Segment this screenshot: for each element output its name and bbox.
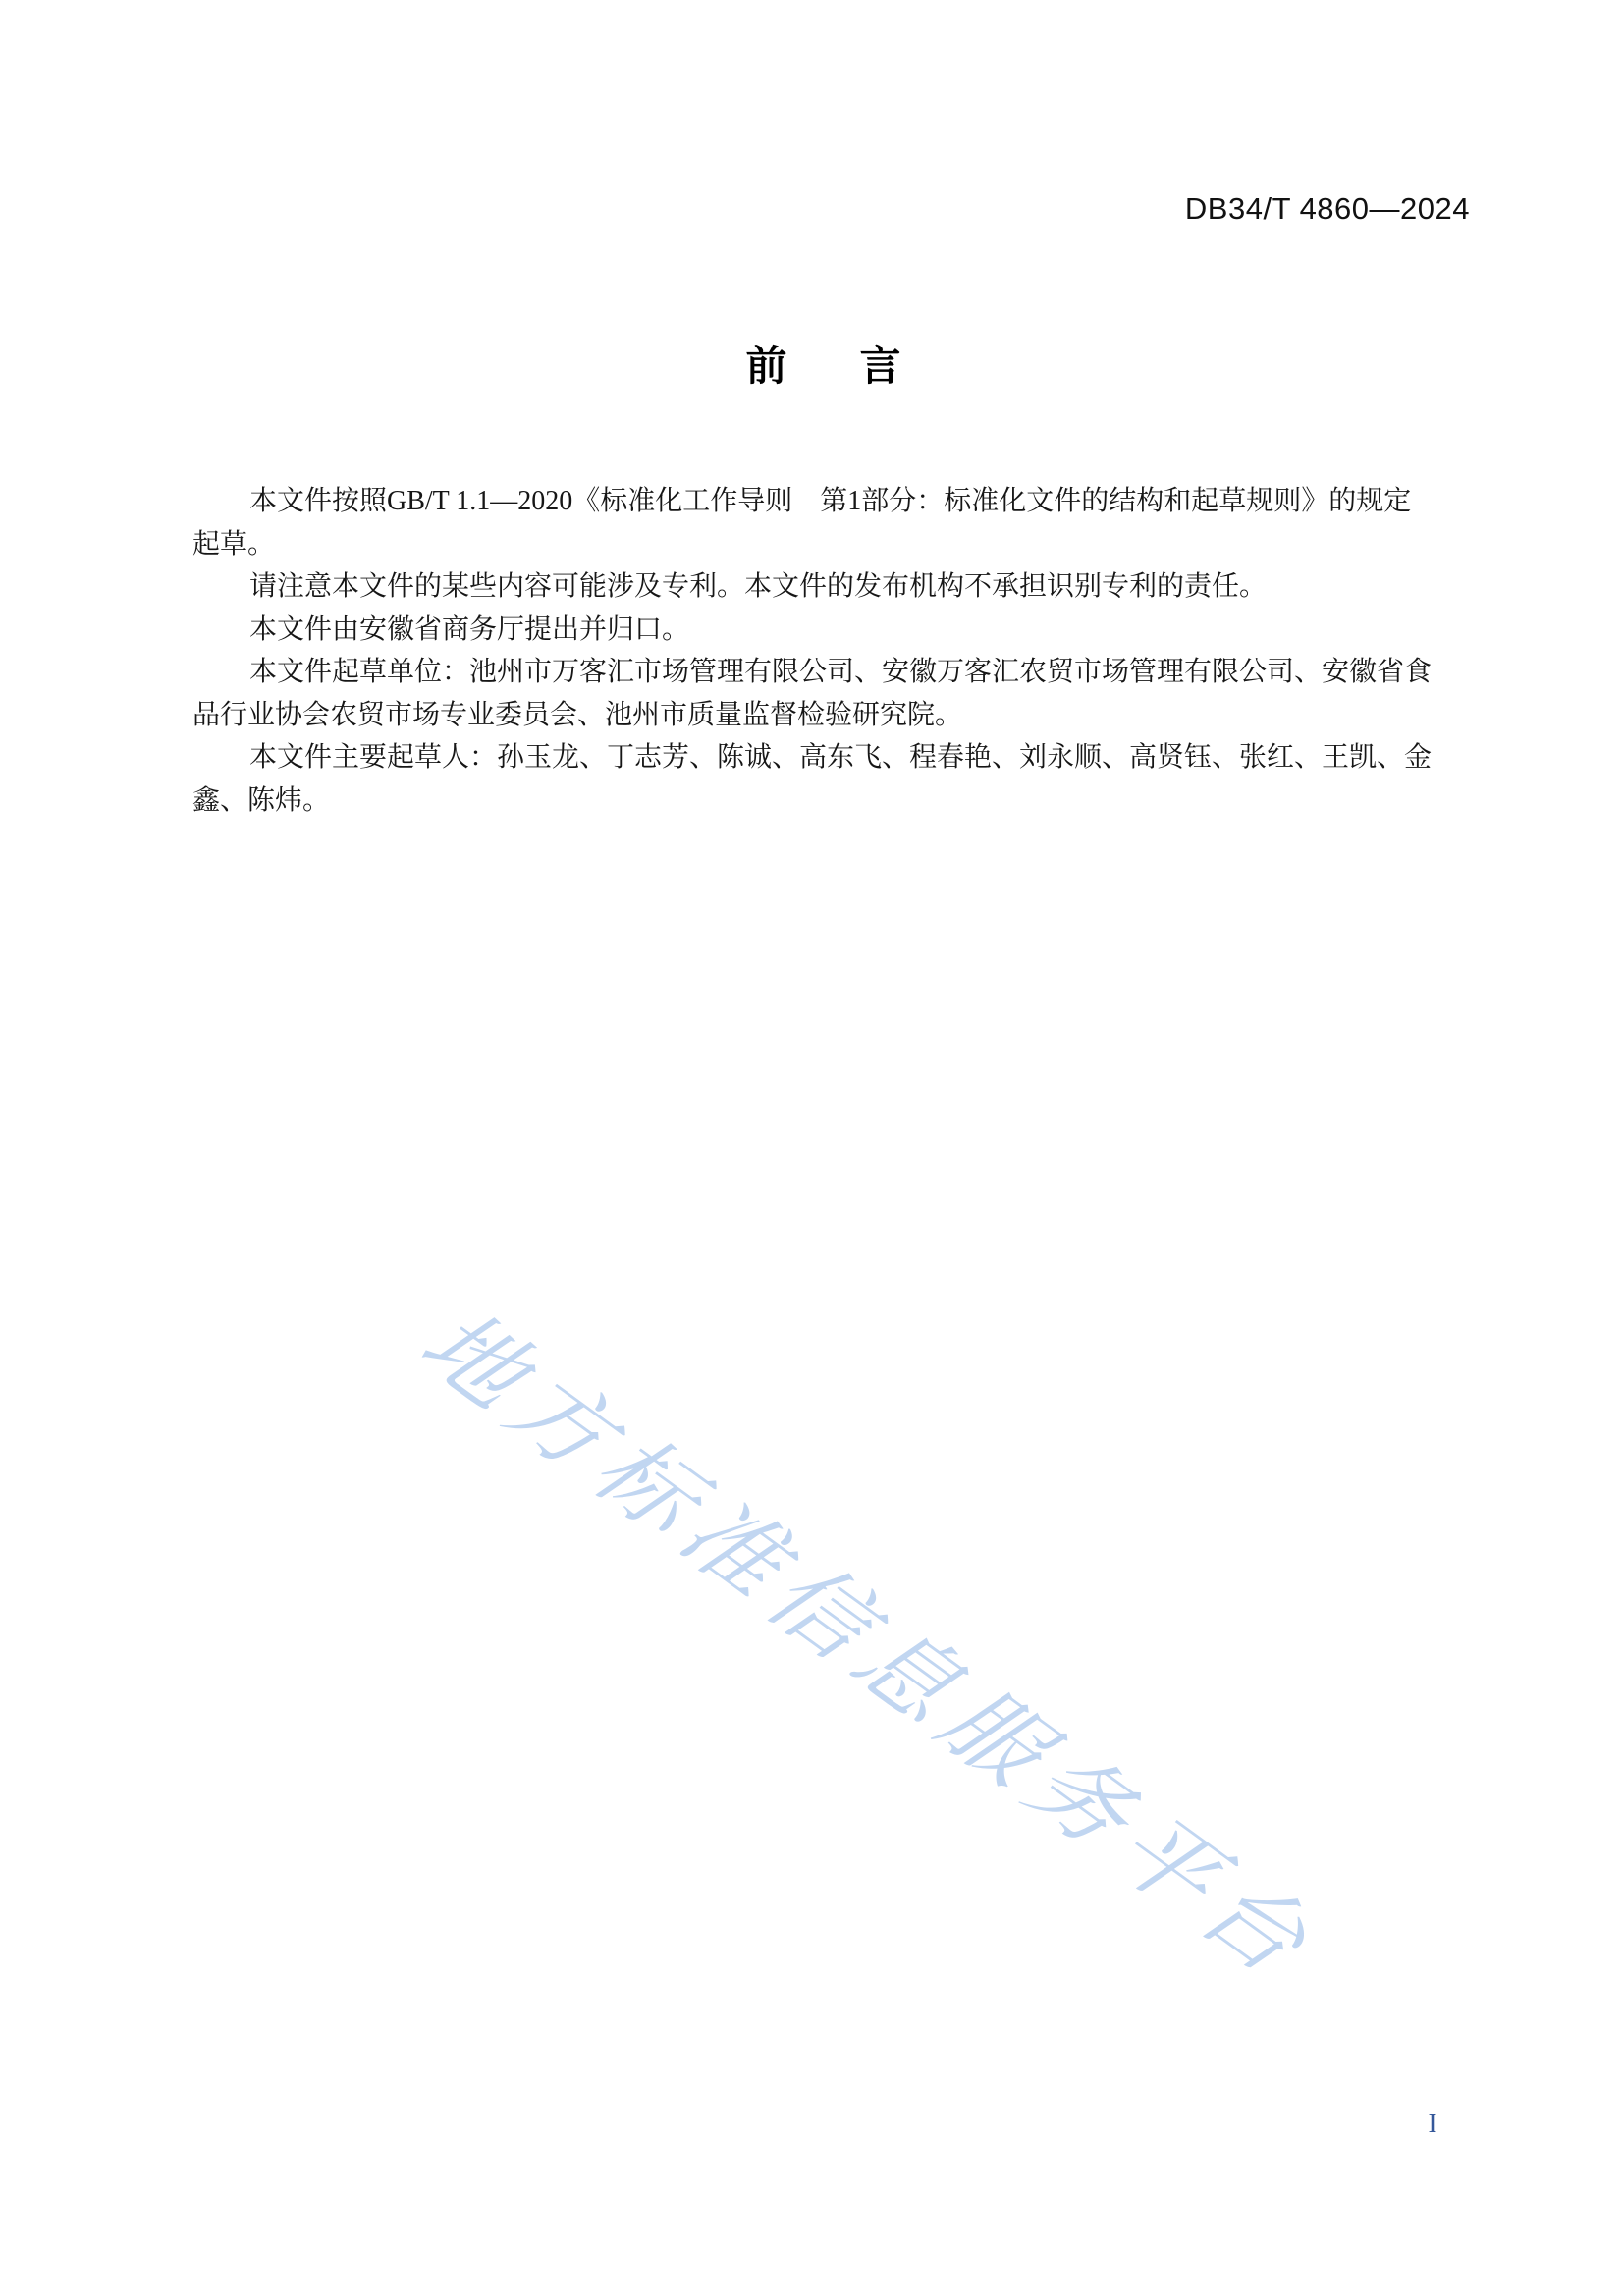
foreword-line-3: 请注意本文件的某些内容可能涉及专利。本文件的发布机构不承担识别专利的责任。	[249, 571, 1268, 602]
foreword-line-2: 起草。	[192, 528, 276, 560]
foreword-line-7: 本文件主要起草人：孙玉龙、丁志芳、陈诚、高东飞、程春艳、刘永顺、高贤钰、张红、王凯、金	[249, 742, 1433, 773]
page-number: I	[1428, 2109, 1437, 2138]
page-title: 前 言	[745, 343, 917, 389]
diagonal-watermark: 地方标准信息服务平台	[399, 1289, 1339, 2001]
foreword-line-1: 本文件按照GB/T 1.1—2020《标准化工作导则 第1部分：标准化文件的结构和起草规则》的规定	[249, 486, 1412, 516]
foreword-body	[192, 480, 1470, 822]
foreword-line-8: 鑫、陈炜。	[192, 784, 331, 816]
foreword-line-6: 品行业协会农贸市场专业委员会、池州市质量监督检验研究院。	[192, 699, 963, 730]
foreword-line-5: 本文件起草单位：池州市万客汇市场管理有限公司、安徽万客汇农贸市场管理有限公司、安徽省食	[249, 657, 1433, 687]
foreword-line-4: 本文件由安徽省商务厅提出并归口。	[249, 614, 690, 645]
standard-number-header: DB34/T 4860—2024	[1184, 191, 1470, 226]
